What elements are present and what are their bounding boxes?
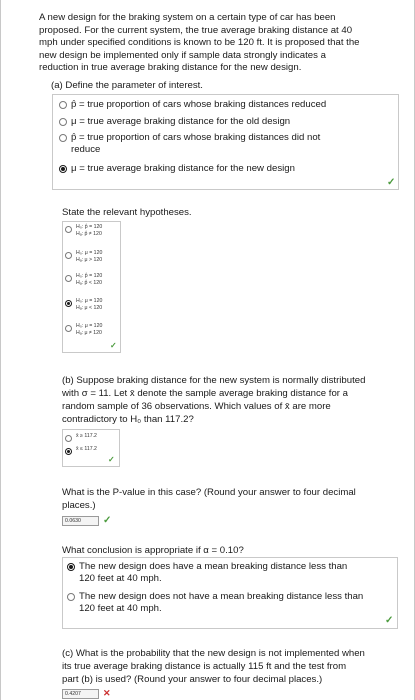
pvalue-question-line: places.) (62, 500, 96, 511)
pvalue-question-line: What is the P-value in this case? (Round your answer to four decimal (62, 487, 356, 498)
null-hypothesis: H₀: μ = 120 (76, 250, 103, 256)
radio-button-selected[interactable] (65, 300, 72, 307)
option-label (79, 561, 347, 586)
radio-button[interactable] (65, 325, 72, 332)
hypothesis-pair (76, 224, 102, 238)
option-label: μ = true average braking distance for the old design (71, 116, 291, 127)
radio-button[interactable] (65, 435, 72, 442)
hypotheses-question: State the relevant hypotheses. (62, 207, 192, 218)
intro-line: mph under specified conditions is known to be 120 ft. It is proposed that the (39, 37, 360, 48)
hypothesis-pair (76, 250, 102, 264)
part-b-option[interactable] (65, 433, 97, 442)
part-a-options-box (52, 94, 399, 190)
radio-button[interactable] (65, 252, 72, 259)
correct-check-icon: ✓ (385, 615, 394, 626)
part-c-answer-input[interactable]: 0.4207 (62, 689, 99, 699)
part-b-line: random sample of 36 observations. Which values of x̄ are more (62, 401, 331, 412)
hypothesis-pair (76, 298, 102, 312)
null-hypothesis: H₀: μ = 120 (76, 298, 103, 304)
radio-button[interactable] (59, 118, 67, 126)
option-label-line: 120 feet at 40 mph. (79, 603, 162, 615)
option-label: x̄ ≤ 117.2 (76, 446, 97, 452)
option-label-line: p̂ = true proportion of cars whose braking distances did not (71, 132, 321, 143)
correct-check-icon: ✓ (110, 341, 117, 350)
part-b-line: with σ = 11. Let x̄ denote the sample average braking distance for a (62, 388, 348, 399)
intro-line: proposed. For the current system, the true average braking distance at 40 (39, 24, 353, 36)
hypotheses-option[interactable] (65, 224, 102, 238)
option-label: μ = true average braking distance for the new design (71, 163, 295, 174)
part-a-option[interactable] (59, 116, 290, 128)
null-hypothesis: H₀: p̂ = 120 (76, 224, 103, 230)
pvalue-answer-input[interactable]: 0.0630 (62, 516, 99, 526)
part-b-option-selected[interactable] (65, 446, 97, 455)
correct-check-icon: ✓ (387, 177, 396, 188)
part-a-option[interactable] (59, 132, 320, 157)
radio-button-selected[interactable] (65, 448, 72, 455)
alt-hypothesis: Hₐ: p̂ < 120 (76, 280, 103, 286)
alt-hypothesis: Hₐ: p̂ ≠ 120 (76, 231, 102, 237)
conclusion-options-box (62, 557, 398, 629)
part-a-option[interactable] (59, 99, 326, 111)
hypotheses-option[interactable] (65, 323, 102, 337)
alt-hypothesis: Hₐ: μ < 120 (76, 305, 103, 311)
part-a-option-selected[interactable] (59, 163, 295, 175)
radio-button[interactable] (65, 275, 72, 282)
option-label-line: The new design does have a mean breaking distance less than (79, 561, 348, 572)
incorrect-cross-icon: ✕ (103, 688, 111, 698)
part-a-question: (a) Define the parameter of interest. (51, 80, 203, 91)
option-label-line: The new design does not have a mean breaking distance less than (79, 591, 364, 602)
part-b-options-box (62, 429, 120, 467)
part-b-line: contradictory to H₀ than 117.2? (62, 414, 194, 425)
alt-hypothesis: Hₐ: μ ≠ 120 (76, 330, 102, 336)
radio-button[interactable] (65, 226, 72, 233)
radio-button[interactable] (67, 593, 75, 601)
option-label-line: reduce (71, 144, 101, 156)
conclusion-option-selected[interactable] (67, 561, 347, 586)
radio-button[interactable] (59, 134, 67, 142)
hypotheses-option[interactable] (65, 273, 102, 287)
radio-button[interactable] (59, 101, 67, 109)
null-hypothesis: H₀: μ = 120 (76, 323, 103, 329)
hypothesis-pair (76, 323, 102, 337)
part-c-line: its true average braking distance is actually 115 ft and the test from (62, 661, 347, 672)
intro-line: reduction in true average braking distance for the new design. (39, 62, 302, 73)
option-label: x̄ ≥ 117.2 (76, 433, 97, 439)
option-label (79, 591, 363, 616)
option-label: p̂ = true proportion of cars whose braking distances reduced (71, 99, 327, 110)
part-c-line: part (b) is used? (Round your answer to four decimal places.) (62, 674, 323, 685)
alt-hypothesis: Hₐ: μ > 120 (76, 257, 103, 263)
hypotheses-option[interactable] (65, 250, 102, 264)
conclusion-option[interactable] (67, 591, 363, 616)
option-label-line: 120 feet at 40 mph. (79, 573, 162, 585)
part-c-line: (c) What is the probability that the new design is not implemented when (62, 648, 365, 659)
radio-button-selected[interactable] (67, 563, 75, 571)
correct-check-icon: ✓ (103, 515, 112, 526)
correct-check-icon: ✓ (108, 455, 115, 464)
option-label (71, 132, 320, 157)
hypothesis-pair (76, 273, 102, 287)
conclusion-question: What conclusion is appropriate if α = 0.10? (62, 545, 244, 556)
hypotheses-options-box (62, 221, 121, 353)
intro-line: A new design for the braking system on a certain type of car has been (39, 12, 336, 23)
null-hypothesis: H₀: p̂ = 120 (76, 273, 103, 279)
intro-line: new design be implemented only if sample data strongly indicates a (39, 49, 326, 61)
hypotheses-option-selected[interactable] (65, 298, 102, 312)
part-b-line: (b) Suppose braking distance for the new system is normally distributed (62, 375, 366, 386)
radio-button-selected[interactable] (59, 165, 67, 173)
